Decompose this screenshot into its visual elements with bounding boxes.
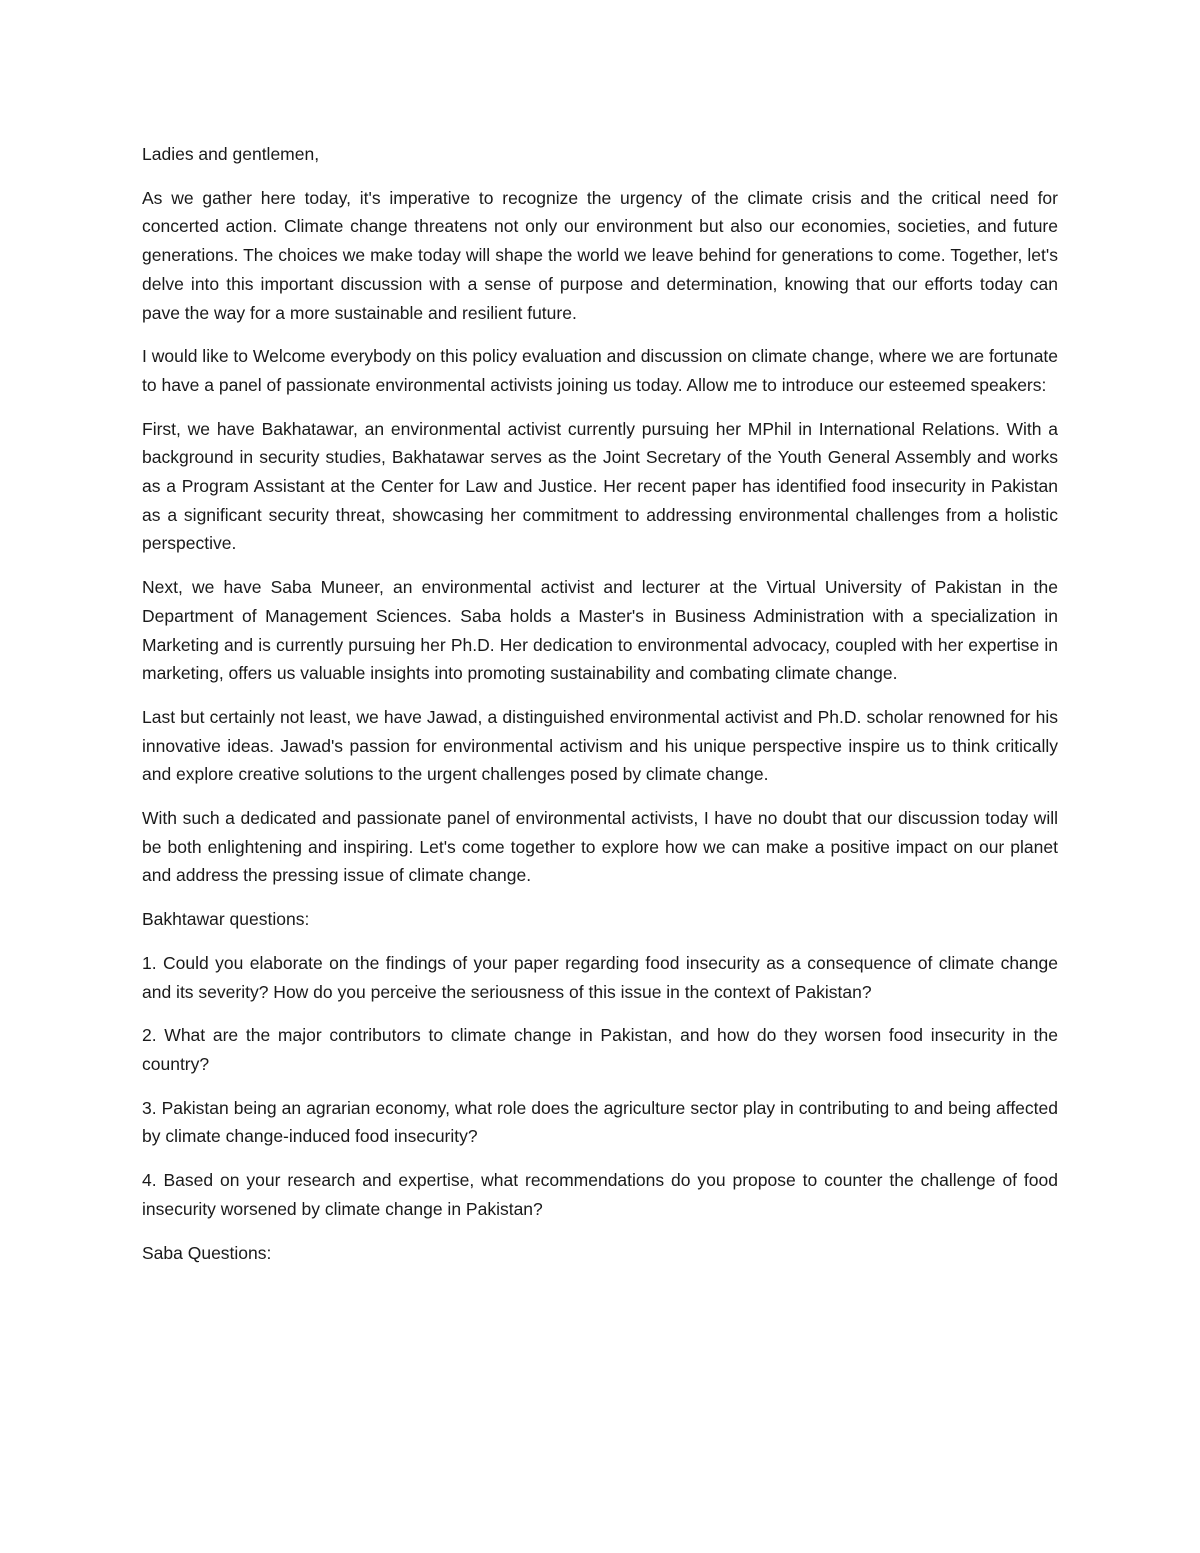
question-item: 3. Pakistan being an agrarian economy, what role does the agriculture sector play in contributing to and being affected by climate change-induced food insecurity? xyxy=(142,1097,1058,1147)
question-item: 2. What are the major contributors to climate change in Pakistan, and how do they worsen food insecurity in the country? xyxy=(142,1025,1058,1074)
bakhtawar-questions-heading: Bakhtawar questions: xyxy=(142,909,310,930)
saba-questions-heading: Saba Questions: xyxy=(142,1242,272,1263)
question-item: 1. Could you elaborate on the findings of your paper regarding food insecurity as a consequence of climate change and its severity? How do you perceive the seriousness of this issue in the context of Pakistan? xyxy=(142,952,1058,1002)
speaker-jawad-paragraph: Last but certainly not least, we have Jawad, a distinguished environmental activist and Ph.D. scholar renowned for his innovative ideas. Jawad's passion for environmental activism and his unique perspective inspire us to think critically and explore creative solutions to the urgent challenges posed by climate change. xyxy=(142,706,1058,785)
closing-paragraph: With such a dedicated and passionate panel of environmental activists, I have no doubt that our discussion today will be both enlightening and inspiring. Let's come together to explore how we can make a positive impact on our planet and address the pressing issue of climate change. xyxy=(142,808,1058,886)
speaker-bakhatawar-paragraph: First, we have Bakhatawar, an environmental activist currently pursuing her MPhil in International Relations. With a background in security studies, Bakhatawar serves as the Joint Secretary of the Youth General Assembly and works as a Program Assistant at the Center for Law and Justice. Her recent paper has identified food insecurity in Pakistan as a significant security threat, showcasing her commitment to addressing environmental challenges from a holistic perspective. xyxy=(142,418,1058,554)
document-body xyxy=(142,140,1058,1282)
intro-paragraph: As we gather here today, it's imperative to recognize the urgency of the climate crisis and the critical need for concerted action. Climate change threatens not only our environment but also our economies, societies, and future generations. The choices we make today will shape the world we leave behind for generations to come. Together, let's delve into this important discussion with a sense of purpose and determination, knowing that our efforts today can pave the way for a more sustainable and resilient future. xyxy=(142,187,1058,323)
welcome-paragraph: I would like to Welcome everybody on this policy evaluation and discussion on climate change, where we are fortunate to have a panel of passionate environmental activists joining us today. Allow me to introduce our esteemed speakers: xyxy=(142,346,1059,395)
greeting: Ladies and gentlemen, xyxy=(142,144,320,164)
question-item: 4. Based on your research and expertise, what recommendations do you propose to counter the challenge of food insecurity worsened by climate change in Pakistan? xyxy=(142,1170,1058,1219)
speaker-saba-paragraph: Next, we have Saba Muneer, an environmental activist and lecturer at the Virtual University of Pakistan in the Department of Management Sciences. Saba holds a Master's in Business Administration with a specialization in Marketing and is currently pursuing her Ph.D. Her dedication to environmental advocacy, coupled with her expertise in marketing, offers us valuable insights into promoting sustainability and combating climate change. xyxy=(142,577,1058,684)
